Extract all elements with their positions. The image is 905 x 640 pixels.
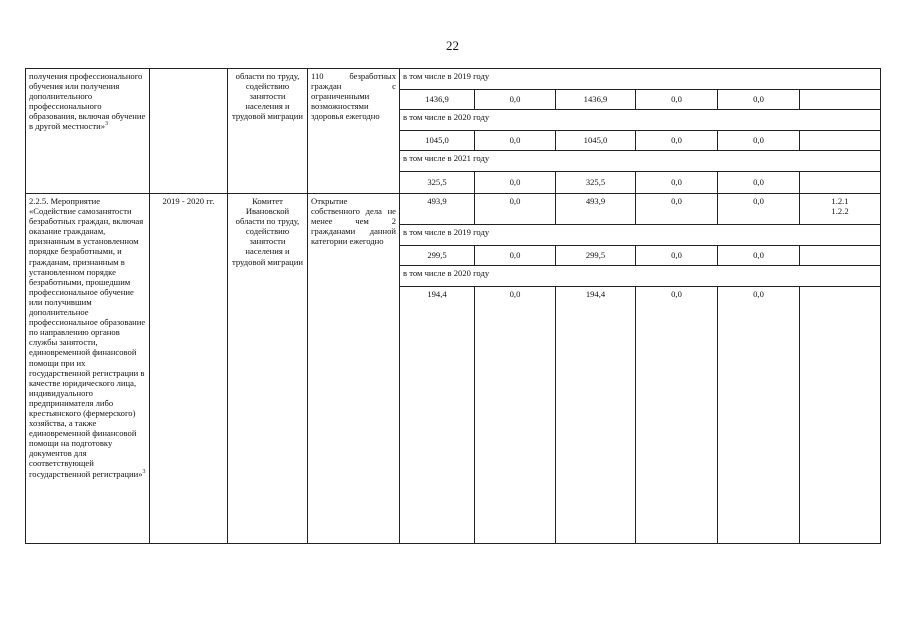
- value-cell: 0,0: [475, 90, 556, 110]
- indicator-cell: 110 безработных граждан с ограниченными возможностями здоровья ежегодно: [308, 69, 400, 194]
- codes-cell: [800, 172, 881, 194]
- value-cell: 0,0: [718, 131, 800, 151]
- value-cell: 0,0: [475, 194, 556, 225]
- year-label: в том числе в 2020 году: [400, 266, 881, 287]
- value-cell: 0,0: [636, 194, 718, 225]
- value-cell: 0,0: [475, 287, 556, 544]
- value-cell: 493,9: [556, 194, 636, 225]
- value-cell: 194,4: [400, 287, 475, 544]
- value-cell: 1045,0: [556, 131, 636, 151]
- activity-name-cell: [26, 69, 150, 194]
- indicator-cell: Открытие собственного дела не менее чем 2 гражданами данной категории ежегодно: [308, 194, 400, 544]
- period-cell: [150, 69, 228, 194]
- activity-name: 2.2.5. Мероприятие «Содействие самозанятости безработных граждан, включая оказание гражданам, признанным в установленном порядке безработными, и гражданам, признанным в установленном порядке безработными, прошедшим профессиональное обучение или получившим дополнительное профессиональное образование по направлению органов службы занятости, единовременной финансовой помощи при их государственной регистрации в качестве юридического лица, индивидуального предпринимателя либо крестьянского (фермерского) хозяйства, а также единовременной финансовой помощи на подготовку документов для соответствующей государственной регистрации»: [29, 196, 146, 479]
- program-table: [25, 68, 881, 544]
- codes-cell: [800, 246, 881, 266]
- value-cell: 493,9: [400, 194, 475, 225]
- year-label: в том числе в 2019 году: [400, 225, 881, 246]
- value-cell: 0,0: [636, 246, 718, 266]
- value-cell: 0,0: [636, 172, 718, 194]
- codes-cell: [800, 90, 881, 110]
- codes-cell: [800, 287, 881, 544]
- page-number: 22: [446, 38, 459, 53]
- value-cell: 325,5: [556, 172, 636, 194]
- value-cell: 0,0: [718, 194, 800, 225]
- value-cell: 325,5: [400, 172, 475, 194]
- value-cell: 1436,9: [556, 90, 636, 110]
- codes-cell: [800, 131, 881, 151]
- year-label: в том числе в 2020 году: [400, 110, 881, 131]
- value-cell: 0,0: [636, 131, 718, 151]
- value-cell: 0,0: [475, 131, 556, 151]
- value-cell: 0,0: [475, 172, 556, 194]
- value-cell: 0,0: [475, 246, 556, 266]
- value-cell: 1436,9: [400, 90, 475, 110]
- footnote-mark: 3: [105, 121, 109, 128]
- value-cell: 194,4: [556, 287, 636, 544]
- value-cell: 299,5: [400, 246, 475, 266]
- footnote-mark: 3: [142, 468, 146, 475]
- executor-cell: Комитет Ивановской области по труду, содействию занятости населения и трудовой миграции: [228, 194, 308, 544]
- value-cell: 0,0: [718, 246, 800, 266]
- year-label: в том числе в 2021 году: [400, 151, 881, 172]
- period-cell: 2019 - 2020 гг.: [150, 194, 228, 544]
- codes-cell: 1.2.1 1.2.2: [800, 194, 881, 225]
- executor-cell: области по труду, содействию занятости населения и трудовой миграции: [228, 69, 308, 194]
- year-label: в том числе в 2019 году: [400, 69, 881, 90]
- activity-name-cell: [26, 194, 150, 544]
- table-row: [26, 194, 881, 225]
- value-cell: 1045,0: [400, 131, 475, 151]
- value-cell: 0,0: [718, 90, 800, 110]
- value-cell: 299,5: [556, 246, 636, 266]
- value-cell: 0,0: [718, 287, 800, 544]
- table-row: [26, 69, 881, 90]
- value-cell: 0,0: [718, 172, 800, 194]
- value-cell: 0,0: [636, 287, 718, 544]
- value-cell: 0,0: [636, 90, 718, 110]
- activity-name: получения профессионального обучения или получения дополнительного профессионального образования, включая обучение в другой местности»: [29, 71, 146, 132]
